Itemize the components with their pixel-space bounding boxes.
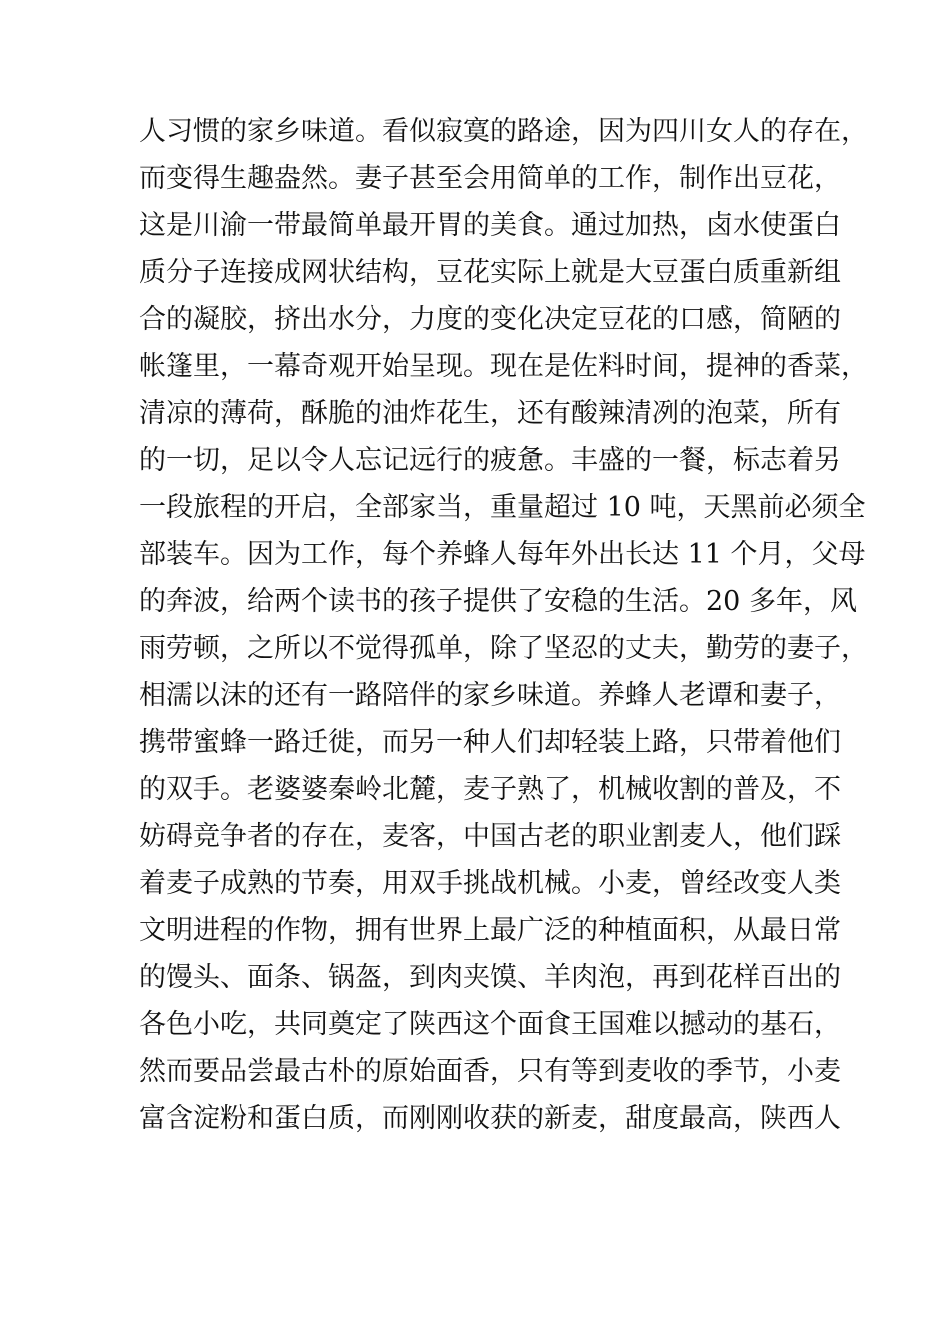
text-line: 的馒头、面条、锅盔，到肉夹馍、羊肉泡，再到花样百出的 [139,962,841,993]
text-line: 各色小吃，共同奠定了陕西这个面食王国难以撼动的基石， [139,1009,841,1040]
text-line: 一段旅程的开启，全部家当，重量超过 10 吨，天黑前必须全 [139,492,866,523]
text-line: 富含淀粉和蛋白质，而刚刚收获的新麦，甜度最高，陕西人 [139,1103,841,1134]
text-line: 着麦子成熟的节奏，用双手挑战机械。小麦，曾经改变人类 [139,868,841,899]
text-line: 而变得生趣盎然。妻子甚至会用简单的工作，制作出豆花， [139,163,841,194]
text-line: 清凉的薄荷，酥脆的油炸花生，还有酸辣清冽的泡菜，所有 [139,398,841,429]
text-line: 人习惯的家乡味道。看似寂寞的路途，因为四川女人的存在， [139,116,868,147]
text-line: 然而要品尝最古朴的原始面香，只有等到麦收的季节，小麦 [139,1056,841,1087]
text-line: 这是川渝一带最简单最开胃的美食。通过加热，卤水使蛋白 [139,210,841,241]
text-line: 的奔波，给两个读书的孩子提供了安稳的生活。20 多年，风 [139,586,857,617]
text-line: 的双手。老婆婆秦岭北麓，麦子熟了，机械收割的普及，不 [139,774,841,805]
text-line: 合的凝胶，挤出水分，力度的变化决定豆花的口感，简陋的 [139,304,841,335]
text-line: 质分子连接成网状结构，豆花实际上就是大豆蛋白质重新组 [139,257,841,288]
text-line: 的一切，足以令人忘记远行的疲惫。丰盛的一餐，标志着另 [139,445,841,476]
text-line: 部装车。因为工作，每个养蜂人每年外出长达 11 个月，父母 [139,539,866,570]
text-line: 携带蜜蜂一路迁徙，而另一种人们却轻装上路，只带着他们 [139,727,841,758]
text-line: 妨碍竞争者的存在，麦客，中国古老的职业割麦人，他们踩 [139,821,841,852]
text-line: 相濡以沫的还有一路陪伴的家乡味道。养蜂人老谭和妻子， [139,680,841,711]
text-line: 雨劳顿，之所以不觉得孤单，除了坚忍的丈夫，勤劳的妻子， [139,633,868,664]
text-line: 帐篷里，一幕奇观开始呈现。现在是佐料时间，提神的香菜， [139,351,868,382]
text-line: 文明进程的作物，拥有世界上最广泛的种植面积，从最日常 [139,915,841,946]
body-text [139,108,868,1142]
